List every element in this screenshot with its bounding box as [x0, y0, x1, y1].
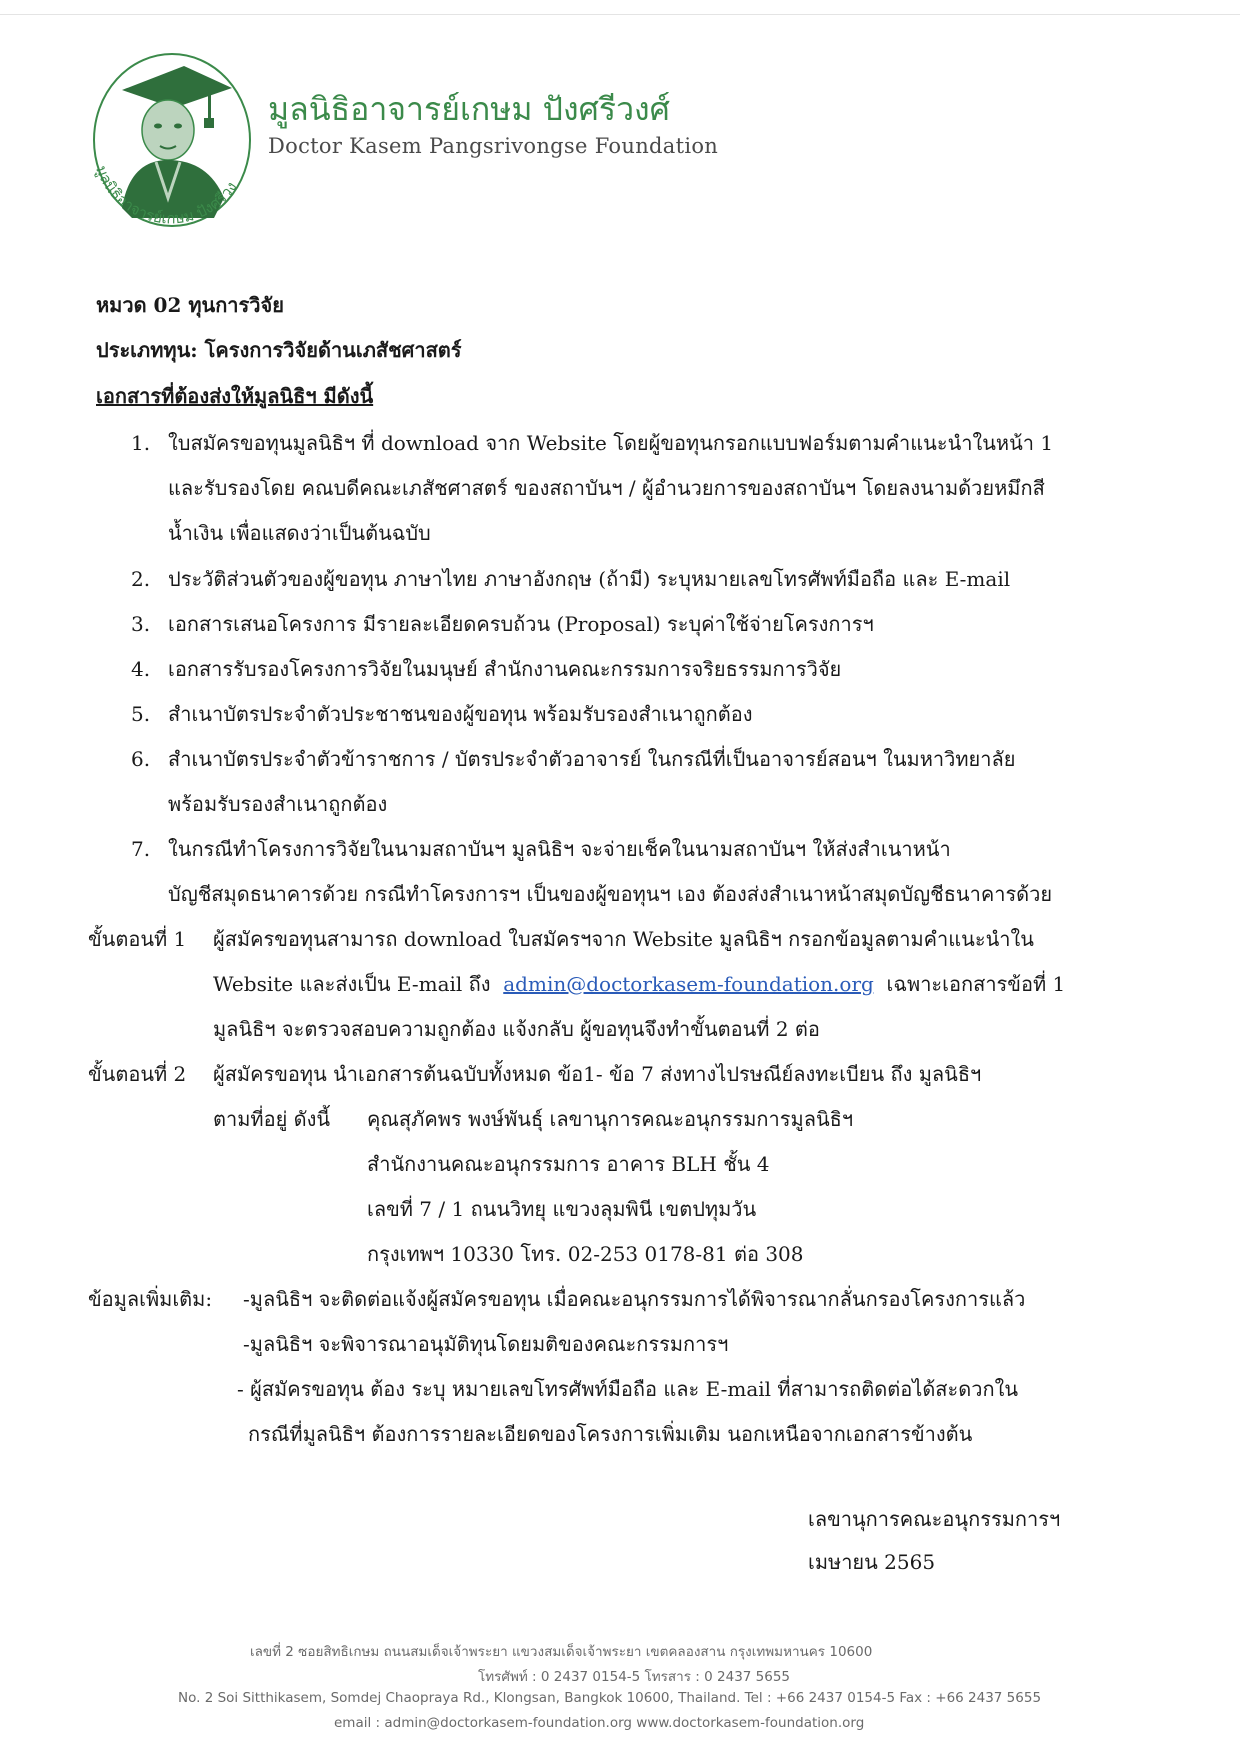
step-line: ผู้สมัครขอทุนสามารถ download ใบสมัครฯจาก Website มูลนิธิฯ กรอกข้อมูลตามคำแนะนำใน: [213, 927, 1034, 951]
docs-heading: เอกสารที่ต้องส่งให้มูลนิธิฯ มีดังนี้: [96, 384, 374, 408]
address-line: สำนักงานคณะอนุกรรมการ อาคาร BLH ชั้น 4: [367, 1152, 770, 1176]
additional-label: ข้อมูลเพิ่มเติม:: [88, 1287, 213, 1311]
item-line: ใบสมัครขอทุนมูลนิธิฯ ที่ download จาก Website โดยผู้ขอทุนกรอกแบบฟอร์มตามคำแนะนำในหน้า 1: [168, 431, 1054, 455]
item-line: น้ำเงิน เพื่อแสดงว่าเป็นต้นฉบับ: [168, 521, 431, 545]
item-line: ประวัติส่วนตัวของผู้ขอทุน ภาษาไทย ภาษาอังกฤษ (ถ้ามี) ระบุหมายเลขโทรศัพท์มือถือ และ E-mail: [168, 567, 1011, 591]
org-name-thai: มูลนิธิอาจารย์เกษม ปังศรีวงศ์: [268, 90, 670, 128]
signature-title: เลขานุการคณะอนุกรรมการฯ: [808, 1507, 1061, 1531]
step-line-text: Website และส่งเป็น E-mail ถึง: [213, 972, 491, 996]
seal-text: มูลนิธิอาจารย์เกษม ปังศรีวง: [92, 163, 241, 228]
item-line: สำเนาบัตรประจำตัวประชาชนของผู้ขอทุน พร้อมรับรองสำเนาถูกต้อง: [168, 702, 753, 726]
address-line: คุณสุภัคพร พงษ์พันธุ์ เลขานุการคณะอนุกรรมการมูลนิธิฯ: [367, 1107, 854, 1131]
address-line: กรุงเทพฯ 10330 โทร. 02-253 0178-81 ต่อ 308: [367, 1242, 804, 1266]
item-line: และรับรองโดย คณบดีคณะเภสัชศาสตร์ ของสถาบันฯ / ผู้อำนวยการของสถาบันฯ โดยลงนามด้วยหมึกสี: [168, 476, 1045, 500]
address-label: ตามที่อยู่ ดังนี้: [213, 1107, 331, 1131]
item-line: บัญชีสมุดธนาคารด้วย กรณีทำโครงการฯ เป็นของผู้ขอทุนฯ เอง ต้องส่งสำเนาหน้าสมุดบัญชีธนาคารด้วย: [168, 882, 1053, 906]
step-line: ผู้สมัครขอทุน นำเอกสารต้นฉบับทั้งหมด ข้อ1- ข้อ 7 ส่งทางไปรษณีย์ลงทะเบียน ถึง มูลนิธิฯ: [213, 1062, 982, 1086]
signature-date: เมษายน 2565: [808, 1550, 936, 1574]
item-number: 1.: [131, 431, 151, 455]
footer-phone-thai: โทรศัพท์ : 0 2437 0154-5 โทรสาร : 0 2437 5655: [478, 1669, 791, 1685]
item-number: 4.: [131, 657, 151, 681]
address-line: เลขที่ 7 / 1 ถนนวิทยุ แขวงลุมพินี เขตปทุมวัน: [367, 1197, 757, 1221]
step-line-text: เฉพาะเอกสารข้อที่ 1: [886, 972, 1066, 996]
grant-type: ประเภททุน: โครงการวิจัยด้านเภสัชศาสตร์: [96, 338, 462, 362]
foundation-logo: [86, 48, 258, 238]
item-line: เอกสารเสนอโครงการ มีรายละเอียดครบถ้วน (Proposal) ระบุค่าใช้จ่ายโครงการฯ: [168, 612, 874, 636]
additional-line: -มูลนิธิฯ จะพิจารณาอนุมัติทุนโดยมติของคณะกรรมการฯ: [243, 1332, 729, 1356]
item-line: ในกรณีทำโครงการวิจัยในนามสถาบันฯ มูลนิธิฯ จะจ่ายเช็คในนามสถาบันฯ ให้ส่งสำเนาหน้า: [168, 837, 951, 861]
section-title: หมวด 02 ทุนการวิจัย: [96, 293, 284, 317]
additional-line: กรณีที่มูลนิธิฯ ต้องการรายละเอียดของโครงการเพิ่มเติม นอกเหนือจากเอกสารข้างต้น: [248, 1422, 973, 1446]
item-line: สำเนาบัตรประจำตัวข้าราชการ / บัตรประจำตัวอาจารย์ ในกรณีที่เป็นอาจารย์สอนฯ ในมหาวิทยาลัย: [168, 747, 1016, 771]
item-line: พร้อมรับรองสำเนาถูกต้อง: [168, 792, 388, 816]
footer-address-english: No. 2 Soi Sitthikasem, Somdej Chaopraya Rd., Klongsan, Bangkok 10600, Thailand. Tel : +66 2437 0154-5 Fax : +66 2437 5655: [178, 1690, 1042, 1706]
footer-address-thai: เลขที่ 2 ซอยสิทธิเกษม ถนนสมเด็จเจ้าพระยา แขวงสมเด็จเจ้าพระยา เขตคลองสาน กรุงเทพมหานคร 10600: [250, 1644, 873, 1660]
footer-contact: email : admin@doctorkasem-foundation.org www.doctorkasem-foundation.org: [334, 1715, 865, 1731]
org-name-english: Doctor Kasem Pangsrivongse Foundation: [268, 134, 719, 158]
step-line: มูลนิธิฯ จะตรวจสอบความถูกต้อง แจ้งกลับ ผู้ขอทุนจึงทำขั้นตอนที่ 2 ต่อ: [213, 1017, 820, 1041]
step-label: ขั้นตอนที่ 2: [88, 1062, 187, 1086]
item-number: 6.: [131, 747, 151, 771]
additional-line: - ผู้สมัครขอทุน ต้อง ระบุ หมายเลขโทรศัพท์มือถือ และ E-mail ที่สามารถติดต่อได้สะดวกใน: [237, 1377, 1019, 1401]
step-line: [213, 971, 1065, 997]
additional-line: -มูลนิธิฯ จะติดต่อแจ้งผู้สมัครขอทุน เมื่อคณะอนุกรรมการได้พิจารณากลั่นกรองโครงการแล้ว: [243, 1287, 1026, 1311]
item-line: เอกสารรับรองโครงการวิจัยในมนุษย์ สำนักงานคณะกรรมการจริยธรรมการวิจัย: [168, 657, 842, 681]
item-number: 3.: [131, 612, 151, 636]
item-number: 2.: [131, 567, 151, 591]
step-label: ขั้นตอนที่ 1: [88, 927, 187, 951]
item-number: 5.: [131, 702, 151, 726]
top-rule: [0, 14, 1240, 15]
email-link[interactable]: admin@doctorkasem-foundation.org: [503, 972, 874, 996]
item-number: 7.: [131, 837, 151, 861]
